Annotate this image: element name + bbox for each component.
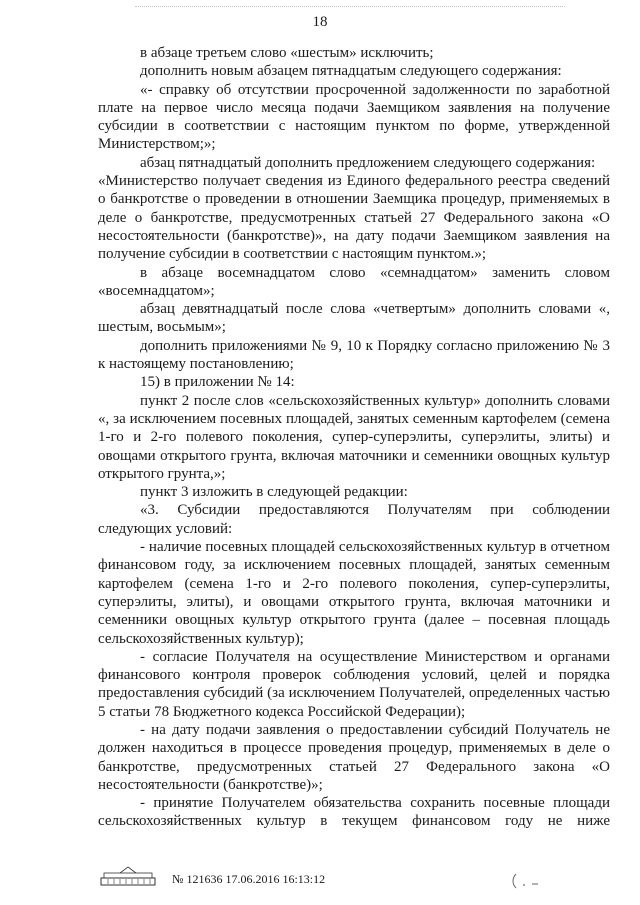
paragraph: в абзаце третьем слово «шестым» исключить; (140, 45, 434, 61)
seal-logo-icon (100, 866, 156, 886)
document-stamp: № 121636 17.06.2016 16:13:12 (172, 872, 326, 886)
paragraph: «- справку об отсутствии просроченной задолженности по заработной плате на первое число месяца подачи Заемщиком заявления на получение субсидии в соответствии с настоящим пунктом по форме, утвержденной Министерством;»; (98, 81, 610, 153)
paragraph: дополнить приложениями № 9, 10 к Порядку согласно приложению № 3 к настоящему постановлению; (98, 337, 610, 373)
paragraph: пункт 3 изложить в следующей редакции: (140, 484, 408, 501)
page-number: 18 (312, 14, 328, 30)
paragraph: абзац девятнадцатый после слова «четвертым» дополнить словами «, шестым, восьмым»; (98, 301, 610, 336)
paragraph: пункт 2 после слов «сельскохозяйственных культур» дополнить словами «, за исключением посевных площадей, занятых семенным картофелем (семена 1-го и 2-го полевого поколения, супер-суперэлиты, суперэлиты, элиты) и овощами открытого грунта, включая маточники и семенники овощных культур открытого грунта,»; (98, 392, 610, 482)
paragraph: - согласие Получателя на осуществление Министерством и органами финансового контроля проверок соблюдения условий, целей и порядка предоставления субсидий (за исключением Получателей, определенных частью 5 статьи 78 Бюджетного кодекса Российской Федерации); (98, 648, 610, 720)
paragraph: в абзаце восемнадцатом слово «семнадцатом» заменить словом «восемнадцатом»; (98, 264, 610, 299)
paragraph: 15) в приложении № 14: (140, 374, 295, 391)
document-body (98, 44, 610, 831)
handwritten-mark-icon (510, 870, 546, 890)
paragraph: абзац пятнадцатый дополнить предложением следующего содержания: (140, 154, 596, 171)
paragraph: «3. Субсидии предоставляются Получателям при соблюдении следующих условий: (98, 502, 610, 537)
footer (100, 866, 620, 896)
paragraph: дополнить новым абзацем пятнадцатым следующего содержания: (140, 63, 562, 80)
paragraph: - на дату подачи заявления о предоставлении субсидий Получатель не должен находиться в процессе проведения процедур, применяемых в деле о банкротстве, предусмотренных статьей 27 Федерального закона «О несостоятельности (банкротстве)»; (98, 721, 610, 793)
scan-top-line (135, 6, 565, 8)
paragraph: - наличие посевных площадей сельскохозяйственных культур в отчетном финансовом году, за исключением посевных площадей, занятых семенным картофелем (семена 1-го и 2-го полевого поколения, супер-суперэлиты, суперэлиты, элиты), и овощами открытого грунта, включая маточники и семенники овощных культур открытого грунта (далее – посевная площадь сельскохозяйственных культур); (98, 539, 610, 647)
paragraph: - принятие Получателем обязательства сохранить посевные площади сельскохозяйственных культур в текущем финансовом году не ниже (98, 795, 610, 830)
paragraph: «Министерство получает сведения из Единого федерального реестра сведений о банкротстве о проведении в отношении Заемщика процедур, применяемых в деле о банкротстве, предусмотренных статьей 27 Федерального закона «О несостоятельности (банкротстве)», на дату подачи Заемщиком заявления на получение субсидии в соответствии с настоящим пунктом.»; (98, 173, 610, 263)
